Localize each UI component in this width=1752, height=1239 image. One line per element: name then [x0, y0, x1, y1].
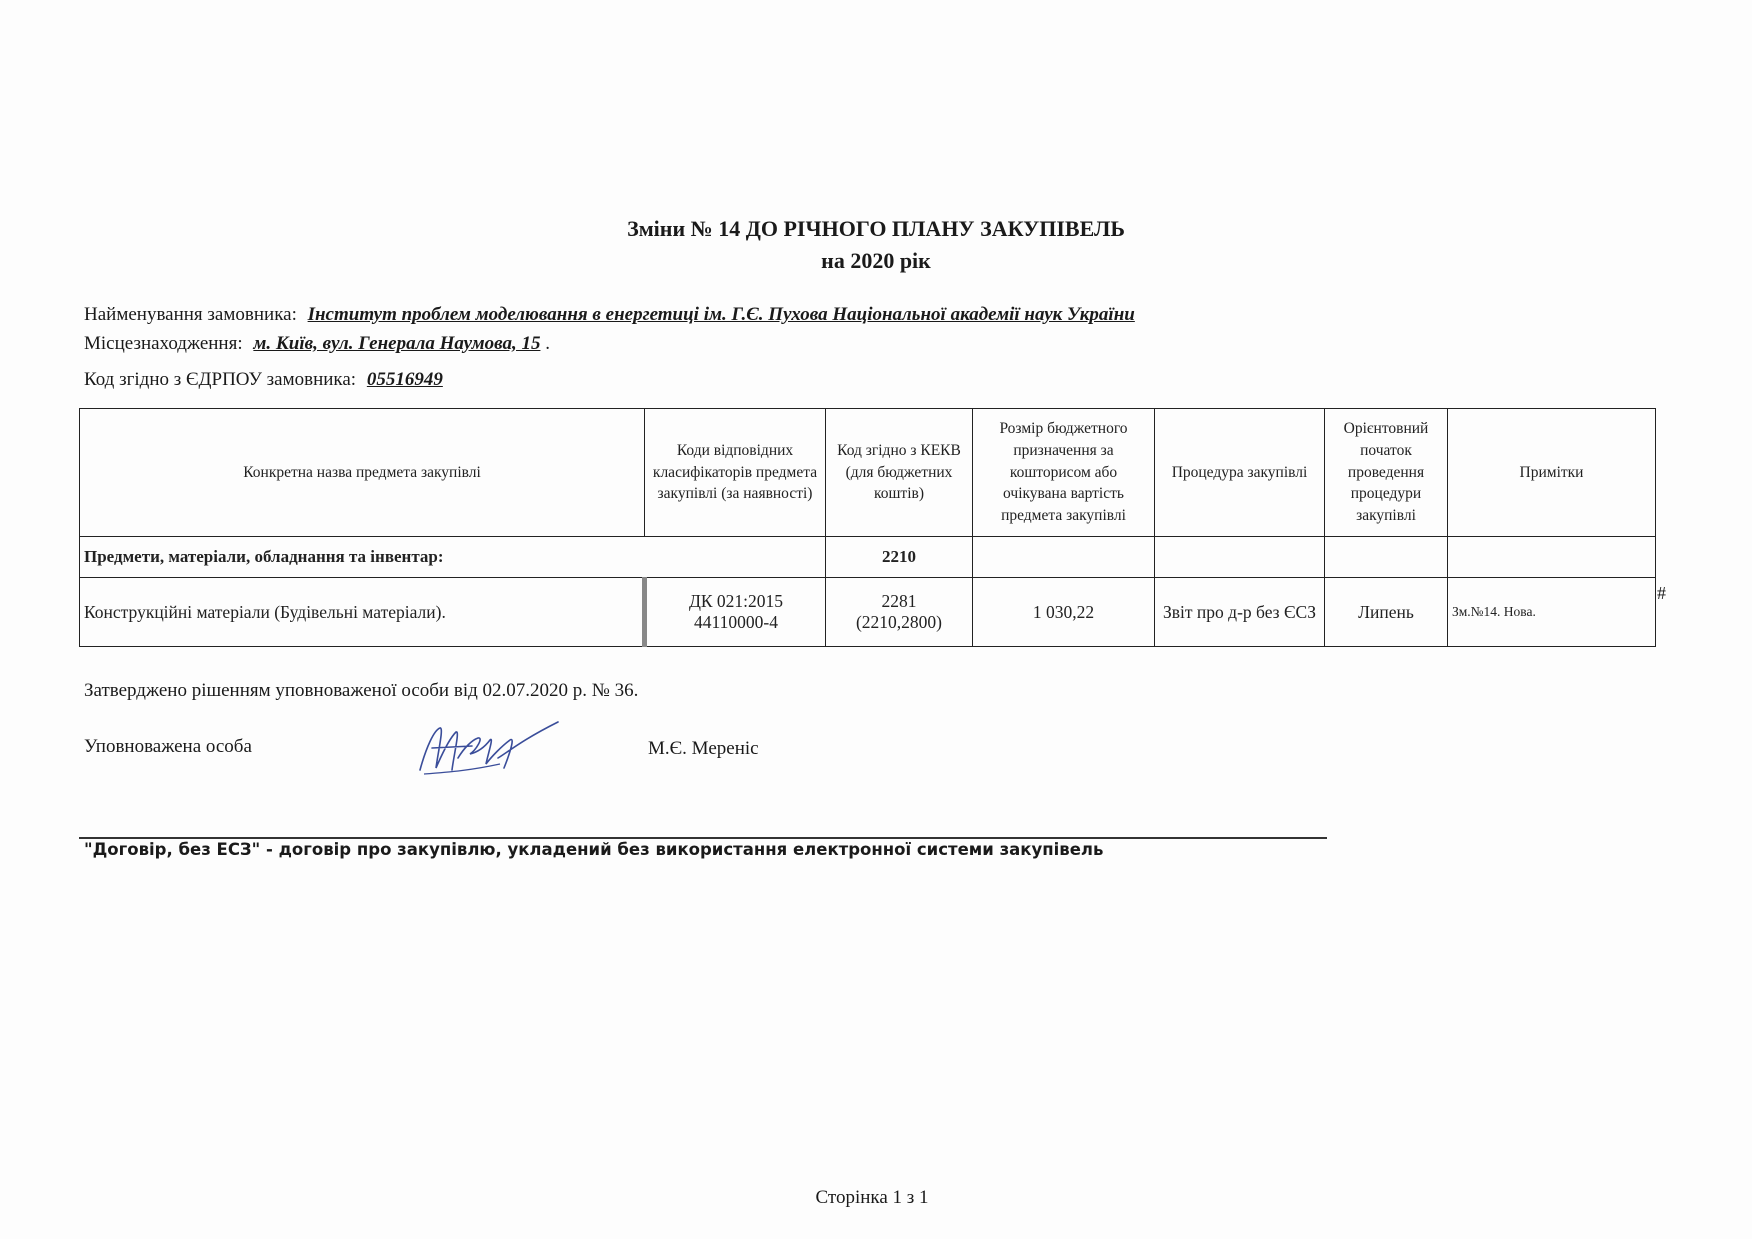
customer-code-line	[84, 369, 443, 391]
classifier-number: 44110000-4	[694, 612, 778, 632]
table-row	[80, 578, 1656, 647]
column-header: Конкретна назва предмета закупівлі	[80, 409, 645, 537]
empty-cell	[1155, 537, 1325, 578]
category-label: Предмети, матеріали, обладнання та інвентар:	[80, 537, 826, 578]
column-header: Процедура закупівлі	[1155, 409, 1325, 537]
customer-location-label: Місцезнаходження:	[84, 333, 243, 354]
item-procedure: Звіт про д-р без ЄСЗ	[1155, 578, 1325, 647]
item-amount: 1 030,22	[973, 578, 1155, 647]
item-start: Липень	[1325, 578, 1448, 647]
column-header: Примітки	[1448, 409, 1656, 537]
empty-cell	[973, 537, 1155, 578]
column-header: Код згідно з КЕКВ (для бюджетних коштів)	[826, 409, 973, 537]
kekv-code: 2281	[881, 591, 917, 611]
row-marker: #	[1657, 583, 1666, 603]
customer-name-label: Найменування замовника:	[84, 304, 297, 325]
column-header: Орієнтовний початок проведення процедури закупівлі	[1325, 409, 1448, 537]
kekv-detail: (2210,2800)	[855, 612, 943, 632]
table-header-row	[80, 409, 1656, 537]
empty-cell	[1325, 537, 1448, 578]
footnote-text: "Договір, без ЕСЗ" - договір про закупівлю, укладений без використання електронної системи закупівель	[84, 840, 1104, 859]
customer-location-value: м. Київ, вул. Генерала Наумова, 15	[253, 333, 541, 354]
document-subtitle: на 2020 рік	[821, 248, 931, 273]
customer-code-label: Код згідно з ЄДРПОУ замовника:	[84, 369, 357, 390]
customer-location-line	[84, 333, 550, 355]
category-row	[80, 537, 1656, 578]
column-header: Коди відповідних класифікаторів предмета закупівлі (за наявності)	[645, 409, 826, 537]
signature-image	[412, 718, 562, 780]
item-kekv	[826, 578, 973, 647]
item-notes: Зм.№14. Нова.	[1448, 578, 1656, 647]
signer-label: Уповноважена особа	[84, 736, 252, 757]
approval-text: Затверджено рішенням уповноваженої особи від 02.07.2020 р. № 36.	[84, 680, 639, 701]
item-name: Конструкційні матеріали (Будівельні матеріали).	[80, 578, 645, 647]
customer-name-value: Інститут проблем моделювання в енергетиці ім. Г.Є. Пухова Національної академії наук України	[307, 304, 1135, 325]
item-classifier	[645, 578, 826, 647]
page-number: Сторінка 1 з 1	[815, 1187, 929, 1208]
classifier-code: ДК 021:2015	[688, 591, 784, 611]
signer-name: М.Є. Мереніс	[648, 738, 759, 759]
document-title: Зміни № 14 ДО РІЧНОГО ПЛАНУ ЗАКУПІВЕЛЬ	[627, 216, 1125, 241]
category-kekv: 2210	[826, 537, 973, 578]
footnote-divider	[79, 837, 1327, 839]
customer-location-suffix: .	[545, 333, 550, 354]
procurement-table	[79, 408, 1656, 647]
customer-name-line	[84, 304, 1135, 326]
column-header: Розмір бюджетного призначення за кошторисом або очікувана вартість предмета закупівлі	[973, 409, 1155, 537]
customer-code-value: 05516949	[366, 369, 443, 390]
empty-cell	[1448, 537, 1656, 578]
